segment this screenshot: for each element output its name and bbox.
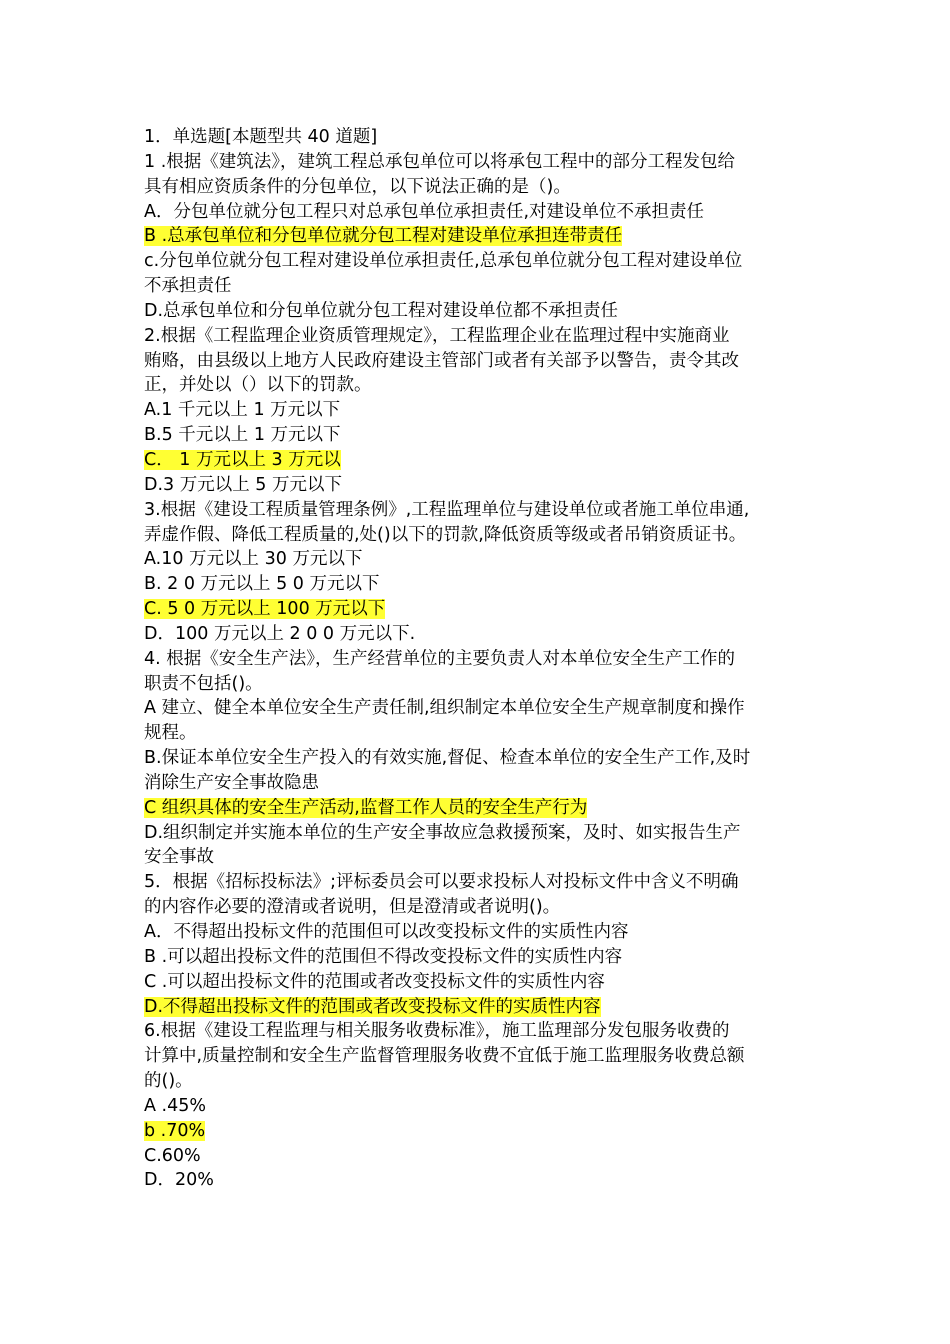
text-line — [144, 647, 814, 672]
text-line — [144, 1069, 814, 1094]
text-line — [144, 970, 814, 995]
line-text: 1．单选题[本题型共 40 道题] — [144, 127, 378, 147]
line-text: A．分包单位就分包工程只对总承包单位承担责任,对建设单位不承担责任 — [144, 201, 705, 222]
text-line — [144, 324, 814, 349]
highlighted-answer: B .总承包单位和分包单位就分包工程对建设单位承担连带责任 — [144, 226, 623, 247]
text-line — [144, 373, 814, 398]
line-text: A.10 万元以上 30 万元以下 — [144, 549, 363, 570]
text-line — [144, 1019, 814, 1044]
line-text: 2.根据《工程监理企业资质管理规定》，工程监理企业在监理过程中实施商业 — [144, 325, 730, 346]
text-line — [144, 1144, 814, 1169]
line-text: 安全事故 — [144, 847, 214, 868]
text-line — [144, 1119, 814, 1144]
text-line — [144, 771, 814, 796]
text-line — [144, 572, 814, 597]
text-line — [144, 473, 814, 498]
highlighted-answer: C. 5 0 万元以上 100 万元以下 — [144, 599, 386, 620]
text-line — [144, 870, 814, 895]
line-text: 弄虚作假、降低工程质量的,处()以下的罚款,降低资质等级或者吊销资质证书。 — [144, 524, 747, 545]
text-line — [144, 224, 814, 249]
line-text: 6.根据《建设工程监理与相关服务收费标准》，施工监理部分发包服务收费的 — [144, 1021, 730, 1042]
text-line — [144, 125, 814, 150]
text-line — [144, 398, 814, 423]
line-text: c.分包单位就分包工程对建设单位承担责任,总承包单位就分包工程对建设单位 — [144, 251, 743, 272]
document-page — [144, 125, 814, 1193]
text-line — [144, 423, 814, 448]
text-line — [144, 498, 814, 523]
text-line — [144, 249, 814, 274]
line-text: C .可以超出投标文件的范围或者改变投标文件的实质性内容 — [144, 971, 605, 992]
text-line — [144, 150, 814, 175]
text-line — [144, 895, 814, 920]
line-text: 具有相应资质条件的分包单位，以下说法正确的是（)。 — [144, 176, 571, 197]
text-line — [144, 746, 814, 771]
line-text: 1 .根据《建筑法》，建筑工程总承包单位可以将承包工程中的部分工程发包给 — [144, 151, 736, 172]
highlighted-answer: D.不得超出投标文件的范围或者改变投标文件的实质性内容 — [144, 996, 601, 1017]
line-text: 正，并处以（）以下的罚款。 — [144, 375, 372, 396]
line-text: 的内容作必要的澄清或者说明，但是澄清或者说明()。 — [144, 897, 561, 918]
text-line — [144, 721, 814, 746]
text-line — [144, 1168, 814, 1193]
line-text: D.组织制定并实施本单位的生产安全事故应急救援预案，及时、如实报告生产 — [144, 822, 741, 843]
text-line — [144, 796, 814, 821]
line-text: D．100 万元以上 2 0 0 万元以下. — [144, 623, 416, 644]
text-line — [144, 821, 814, 846]
line-text: 消除生产安全事故隐患 — [144, 772, 319, 793]
line-text: D.总承包单位和分包单位就分包工程对建设单位都不承担责任 — [144, 300, 619, 321]
line-text: 计算中,质量控制和安全生产监督管理服务收费不宜低于施工监理服务收费总额 — [144, 1046, 745, 1067]
text-line — [144, 1044, 814, 1069]
line-text: 贿赂，由县级以上地方人民政府建设主管部门或者有关部予以警告，责令其改 — [144, 350, 739, 371]
text-line — [144, 523, 814, 548]
text-line — [144, 845, 814, 870]
line-text: 规程。 — [144, 723, 197, 744]
line-text: 3.根据《建设工程质量管理条例》,工程监理单位与建设单位或者施工单位串通, — [144, 499, 750, 520]
line-text: A．不得超出投标文件的范围但可以改变投标文件的实质性内容 — [144, 922, 629, 942]
line-text: A.1 千元以上 1 万元以下 — [144, 400, 341, 421]
text-line — [144, 349, 814, 374]
text-line — [144, 920, 814, 945]
line-text: B.保证本单位安全生产投入的有效实施,督促、检查本单位的安全生产工作,及时 — [144, 748, 751, 769]
line-text: D．20% — [144, 1170, 214, 1191]
text-line — [144, 274, 814, 299]
text-line — [144, 299, 814, 324]
line-text: B.5 千元以上 1 万元以下 — [144, 425, 341, 446]
highlighted-answer: C． 1 万元以上 3 万元以 — [144, 449, 341, 470]
line-text: A 建立、健全本单位安全生产责任制,组织制定本单位安全生产规章制度和操作 — [144, 698, 745, 719]
line-text: 4. 根据《安全生产法》，生产经营单位的主要负责人对本单位安全生产工作的 — [144, 648, 736, 669]
text-line — [144, 1094, 814, 1119]
highlighted-answer: C 组织具体的安全生产活动,监督工作人员的安全生产行为 — [144, 797, 588, 818]
line-text: A .45% — [144, 1095, 206, 1116]
text-line — [144, 200, 814, 225]
line-text: 的()。 — [144, 1071, 193, 1092]
line-text: B. 2 0 万元以上 5 0 万元以下 — [144, 574, 380, 595]
text-line — [144, 175, 814, 200]
text-line — [144, 696, 814, 721]
text-line — [144, 547, 814, 572]
text-line — [144, 597, 814, 622]
line-text: D.3 万元以上 5 万元以下 — [144, 474, 342, 495]
line-text: 职责不包括()。 — [144, 673, 263, 694]
line-text: 5．根据《招标投标法》;评标委员会可以要求投标人对投标文件中含义不明确 — [144, 872, 739, 893]
highlighted-answer: b .70% — [144, 1120, 206, 1141]
line-text: B .可以超出投标文件的范围但不得改变投标文件的实质性内容 — [144, 946, 623, 967]
text-line — [144, 995, 814, 1020]
line-text: 不承担责任 — [144, 276, 232, 297]
text-line — [144, 672, 814, 697]
text-line — [144, 945, 814, 970]
text-line — [144, 448, 814, 473]
text-line — [144, 622, 814, 647]
line-text: C.60% — [144, 1145, 201, 1166]
